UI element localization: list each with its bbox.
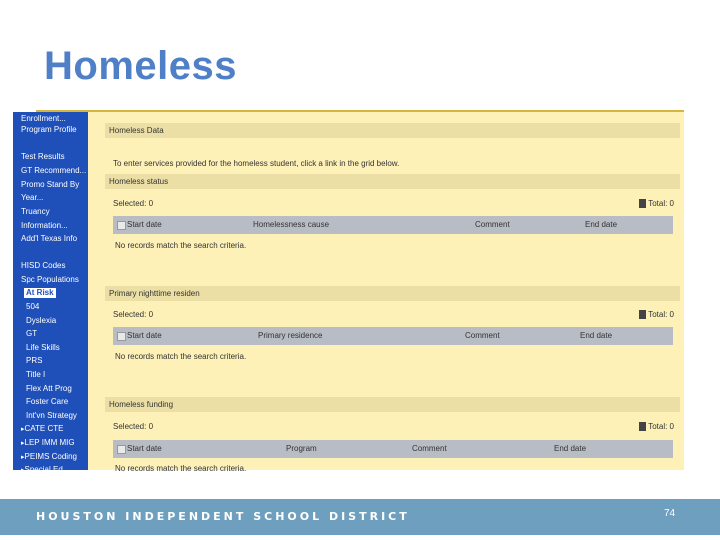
- column-header-program[interactable]: Program: [286, 444, 317, 453]
- sidebar-item-peims-coding[interactable]: [21, 452, 77, 463]
- total-count: [639, 310, 674, 319]
- selected-count: Selected: 0: [113, 199, 154, 208]
- sidebar-item-special-ed-label: Special Ed: [24, 465, 63, 474]
- sidebar-item-year[interactable]: Year...: [21, 193, 44, 202]
- sidebar-item-title-i[interactable]: Title I: [26, 370, 46, 379]
- total-count: [639, 199, 674, 208]
- sidebar-item-intvn-strategy[interactable]: Int'vn Strategy: [26, 411, 77, 420]
- column-header-end-date[interactable]: End date: [554, 444, 587, 453]
- sidebar-item-promo-stand-by[interactable]: Promo Stand By: [21, 180, 80, 189]
- total-count-label: Total: 0: [648, 422, 674, 431]
- sidebar-item-cate-cte[interactable]: [21, 424, 63, 435]
- sidebar-item-spc-populations[interactable]: Spc Populations: [21, 275, 79, 284]
- select-all-checkbox[interactable]: [117, 332, 126, 341]
- selected-count: Selected: 0: [113, 310, 154, 319]
- expand-arrow-icon: ▸: [21, 426, 25, 433]
- page-number: 74: [664, 508, 676, 519]
- sidebar-item-test-results[interactable]: Test Results: [21, 152, 65, 161]
- column-header-end-date[interactable]: End date: [580, 331, 613, 340]
- section-title-primary-residence: Primary nighttime residen: [105, 286, 680, 301]
- column-header-start-date[interactable]: Start date: [127, 444, 162, 453]
- sidebar-nav: [13, 112, 88, 474]
- column-header-start-date[interactable]: Start date: [127, 220, 162, 229]
- sidebar-item-program-profile[interactable]: Program Profile: [21, 125, 77, 134]
- sidebar-item-gt-recommend[interactable]: GT Recommend...: [21, 166, 87, 175]
- sidebar-item-at-risk[interactable]: At Risk: [26, 288, 54, 297]
- delete-icon[interactable]: [639, 310, 646, 319]
- sidebar-item-peims-coding-label: PEIMS Coding: [24, 452, 77, 461]
- sidebar-item-special-ed[interactable]: [21, 465, 63, 476]
- sidebar-item-enrollment[interactable]: Enrollment...: [21, 114, 66, 123]
- empty-message: No records match the search criteria.: [115, 241, 247, 250]
- sidebar-item-hisd-codes[interactable]: HISD Codes: [21, 261, 66, 270]
- grid-header-primary-residence: [113, 327, 673, 345]
- delete-icon[interactable]: [639, 422, 646, 431]
- grid-header-homeless-funding: [113, 440, 673, 458]
- empty-message: No records match the search criteria.: [115, 464, 247, 473]
- column-header-homelessness-cause[interactable]: Homelessness cause: [253, 220, 330, 229]
- sidebar-item-prs[interactable]: PRS: [26, 356, 43, 365]
- grid-header-homeless-status: [113, 216, 673, 234]
- column-header-primary-residence[interactable]: Primary residence: [258, 331, 323, 340]
- sidebar-item-flex-att-prog[interactable]: Flex Att Prog: [26, 384, 72, 393]
- section-title-homeless-status: Homeless status: [105, 174, 680, 189]
- homeless-data-panel: [101, 112, 684, 473]
- sidebar-item-dyslexia[interactable]: Dyslexia: [26, 316, 57, 325]
- total-count-label: Total: 0: [648, 199, 674, 208]
- sidebar-item-cate-cte-label: CATE CTE: [24, 424, 64, 433]
- expand-arrow-icon: ▸: [21, 454, 25, 461]
- select-all-checkbox[interactable]: [117, 445, 126, 454]
- column-header-start-date[interactable]: Start date: [127, 331, 162, 340]
- sidebar-item-truancy[interactable]: Truancy: [21, 207, 50, 216]
- app-screenshot: [13, 112, 684, 474]
- sidebar-item-life-skills[interactable]: Life Skills: [26, 343, 60, 352]
- panel-header: Homeless Data: [105, 123, 680, 138]
- slide-footer: [0, 499, 720, 535]
- column-header-comment[interactable]: Comment: [412, 444, 447, 453]
- section-title-homeless-funding: Homeless funding: [105, 397, 680, 412]
- total-count: [639, 422, 674, 431]
- delete-icon[interactable]: [639, 199, 646, 208]
- district-name: HOUSTON INDEPENDENT SCHOOL DISTRICT: [36, 510, 410, 523]
- expand-arrow-icon: ▸: [21, 467, 25, 474]
- selected-count: Selected: 0: [113, 422, 154, 431]
- expand-arrow-icon: ▸: [21, 440, 25, 447]
- slide-title: Homeless: [44, 44, 237, 88]
- sidebar-item-information[interactable]: Information...: [21, 221, 68, 230]
- empty-message: No records match the search criteria.: [115, 352, 247, 361]
- total-count-label: Total: 0: [648, 310, 674, 319]
- instructions-text: To enter services provided for the homeless student, click a link in the grid below.: [113, 159, 400, 168]
- sidebar-item-504[interactable]: 504: [26, 302, 40, 311]
- select-all-checkbox[interactable]: [117, 221, 126, 230]
- sidebar-item-foster-care[interactable]: Foster Care: [26, 397, 69, 406]
- sidebar-item-gt[interactable]: GT: [26, 329, 38, 338]
- sidebar-item-lep-imm-mig[interactable]: [21, 438, 75, 449]
- sidebar-item-lep-imm-mig-label: LEP IMM MIG: [24, 438, 75, 447]
- column-header-comment[interactable]: Comment: [475, 220, 510, 229]
- column-header-end-date[interactable]: End date: [585, 220, 618, 229]
- column-header-comment[interactable]: Comment: [465, 331, 500, 340]
- sidebar-item-addl-texas-info[interactable]: Add'l Texas Info: [21, 234, 78, 243]
